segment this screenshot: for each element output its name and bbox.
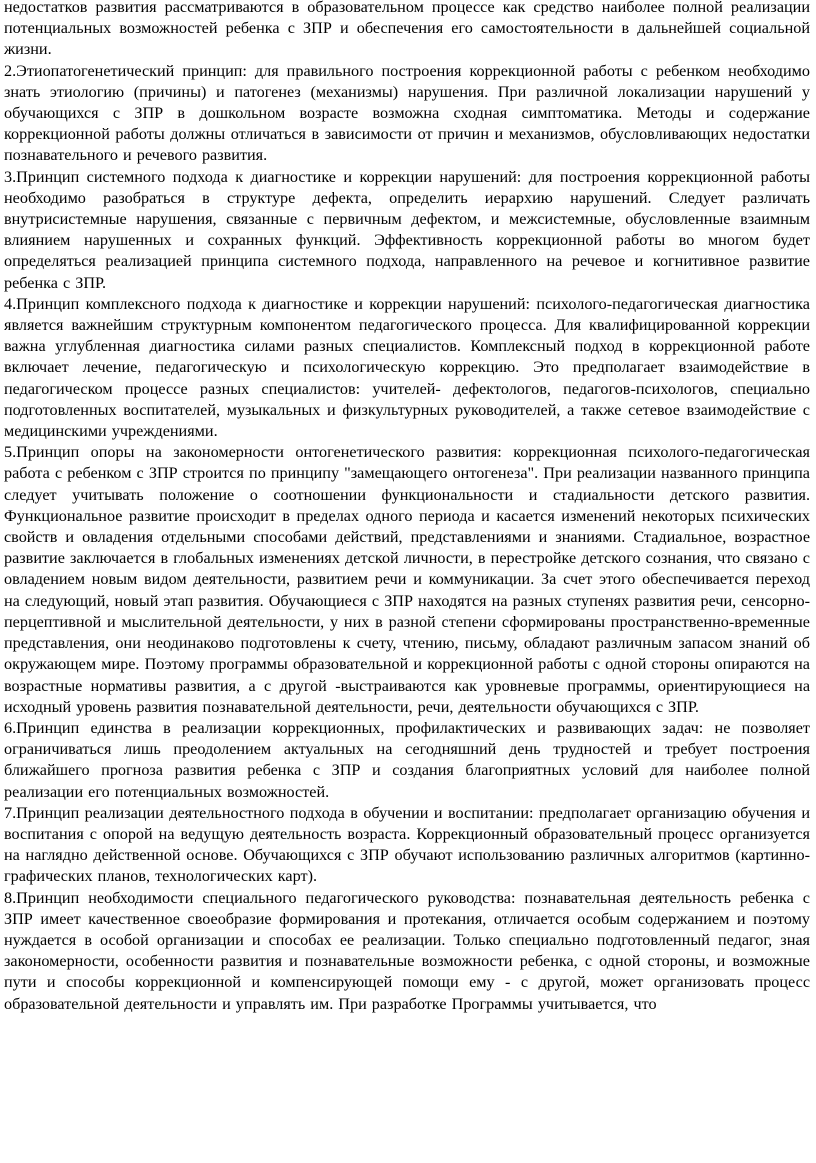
paragraph-principle-5: 5.Принцип опоры на закономерности онтогенетического развития: коррекционная психолого-педагогическая работа с ребенком с ЗПР строится по принципу "замещающего онтогенеза". При реализации названного принципа следует учитывать положение о соотношении функциональности и стадиальности детского развития. Функциональное развитие происходит в пределах одного периода и касается изменений некоторых психических свойств и овладения отдельными способами действий, представлениями и знаниями. Стадиальное, возрастное развитие заключается в глобальных изменениях детской личности, в перестройке детского сознания, что связано с овладением новым видом деятельности, развитием речи и коммуникации. За счет этого обеспечивается переход на следующий, новый этап развития. Обучающиеся с ЗПР находятся на разных ступенях развития речи, сенсорно-перцептивной и мыслительной деятельности, у них в разной степени сформированы пространственно-временные представления, они неодинаково подготовлены к счету, чтению, письму, обладают различным запасом знаний об окружающем мире. Поэтому программы образовательной и коррекционной работы с одной стороны опираются на возрастные нормативы развития, а с другой -выстраиваются как уровневые программы, ориентирующиеся на исходный уровень развития познавательной деятельности, речи, деятельности обучающихся с ЗПР. <box>4 443 810 716</box>
paragraph-principle-6: 6.Принцип единства в реализации коррекционных, профилактических и развивающих задач: не позволяет ограничиваться лишь преодолением актуальных на сегодняшний день трудностей и требует построения ближайшего прогноза развития ребенка с ЗПР и создания благоприятных условий для наиболее полной реализации его потенциальных возможностей. <box>4 718 810 801</box>
paragraph-principle-8: 8.Принцип необходимости специального педагогического руководства: познавательная деятельность ребенка с ЗПР имеет качественное своеобразие формирования и протекания, отличается особым содержанием и поэтому нуждается в особой организации и способах ее реализации. Только специально подготовленный педагог, зная закономерности, особенности развития и познавательные возможности ребенка, с одной стороны, и возможные пути и способы коррекционной и компенсирующей помощи ему - с другой, может организовать процесс образовательной деятельности и управлять им. При разработке Программы учитывается, что <box>4 888 810 1013</box>
paragraph-principle-7: 7.Принцип реализации деятельностного подхода в обучении и воспитании: предполагает организацию обучения и воспитания с опорой на ведущую деятельность возраста. Коррекционный образовательный процесс организуется на наглядно действенной основе. Обучающихся с ЗПР обучают использованию различных алгоритмов (картинно-графических планов, технологических карт). <box>4 803 810 886</box>
paragraph-intro-continuation: недостатков развития рассматриваются в образовательном процессе как средство наиболее полной реализации потенциальных возможностей ребенка с ЗПР и обеспечения его самостоятельности в дальнейшей социальной жизни. <box>4 0 810 59</box>
paragraph-principle-4: 4.Принцип комплексного подхода к диагностике и коррекции нарушений: психолого-педагогическая диагностика является важнейшим структурным компонентом педагогического процесса. Для квалифицированной коррекции важна углубленная диагностика силами разных специалистов. Комплексный подход в коррекционной работе включает лечение, педагогическую и психологическую коррекцию. Это предполагает взаимодействие в педагогическом процессе разных специалистов: учителей- дефектологов, педагогов-психологов, специально подготовленных воспитателей, музыкальных и физкультурных руководителей, а также сетевое взаимодействие с медицинскими учреждениями. <box>4 294 810 441</box>
paragraph-principle-2: 2.Этиопатогенетический принцип: для правильного построения коррекционной работы с ребенком необходимо знать этиологию (причины) и патогенез (механизмы) нарушения. При различной локализации нарушений у обучающихся с ЗПР в дошкольном возрасте возможна сходная симптоматика. Методы и содержание коррекционной работы должны отличаться в зависимости от причин и механизмов, обусловливающих недостатки познавательного и речевого развития. <box>4 61 810 165</box>
paragraph-principle-3: 3.Принцип системного подхода к диагностике и коррекции нарушений: для построения коррекционной работы необходимо разобраться в структуре дефекта, определить иерархию нарушений. Следует различать внутрисистемные нарушения, связанные с первичным дефектом, и межсистемные, обусловленные взаимным влиянием нарушенных и сохранных функций. Эффективность коррекционной работы во многом будет определяться реализацией принципа системного подхода, направленного на речевое и когнитивное развитие ребенка с ЗПР. <box>4 167 810 292</box>
